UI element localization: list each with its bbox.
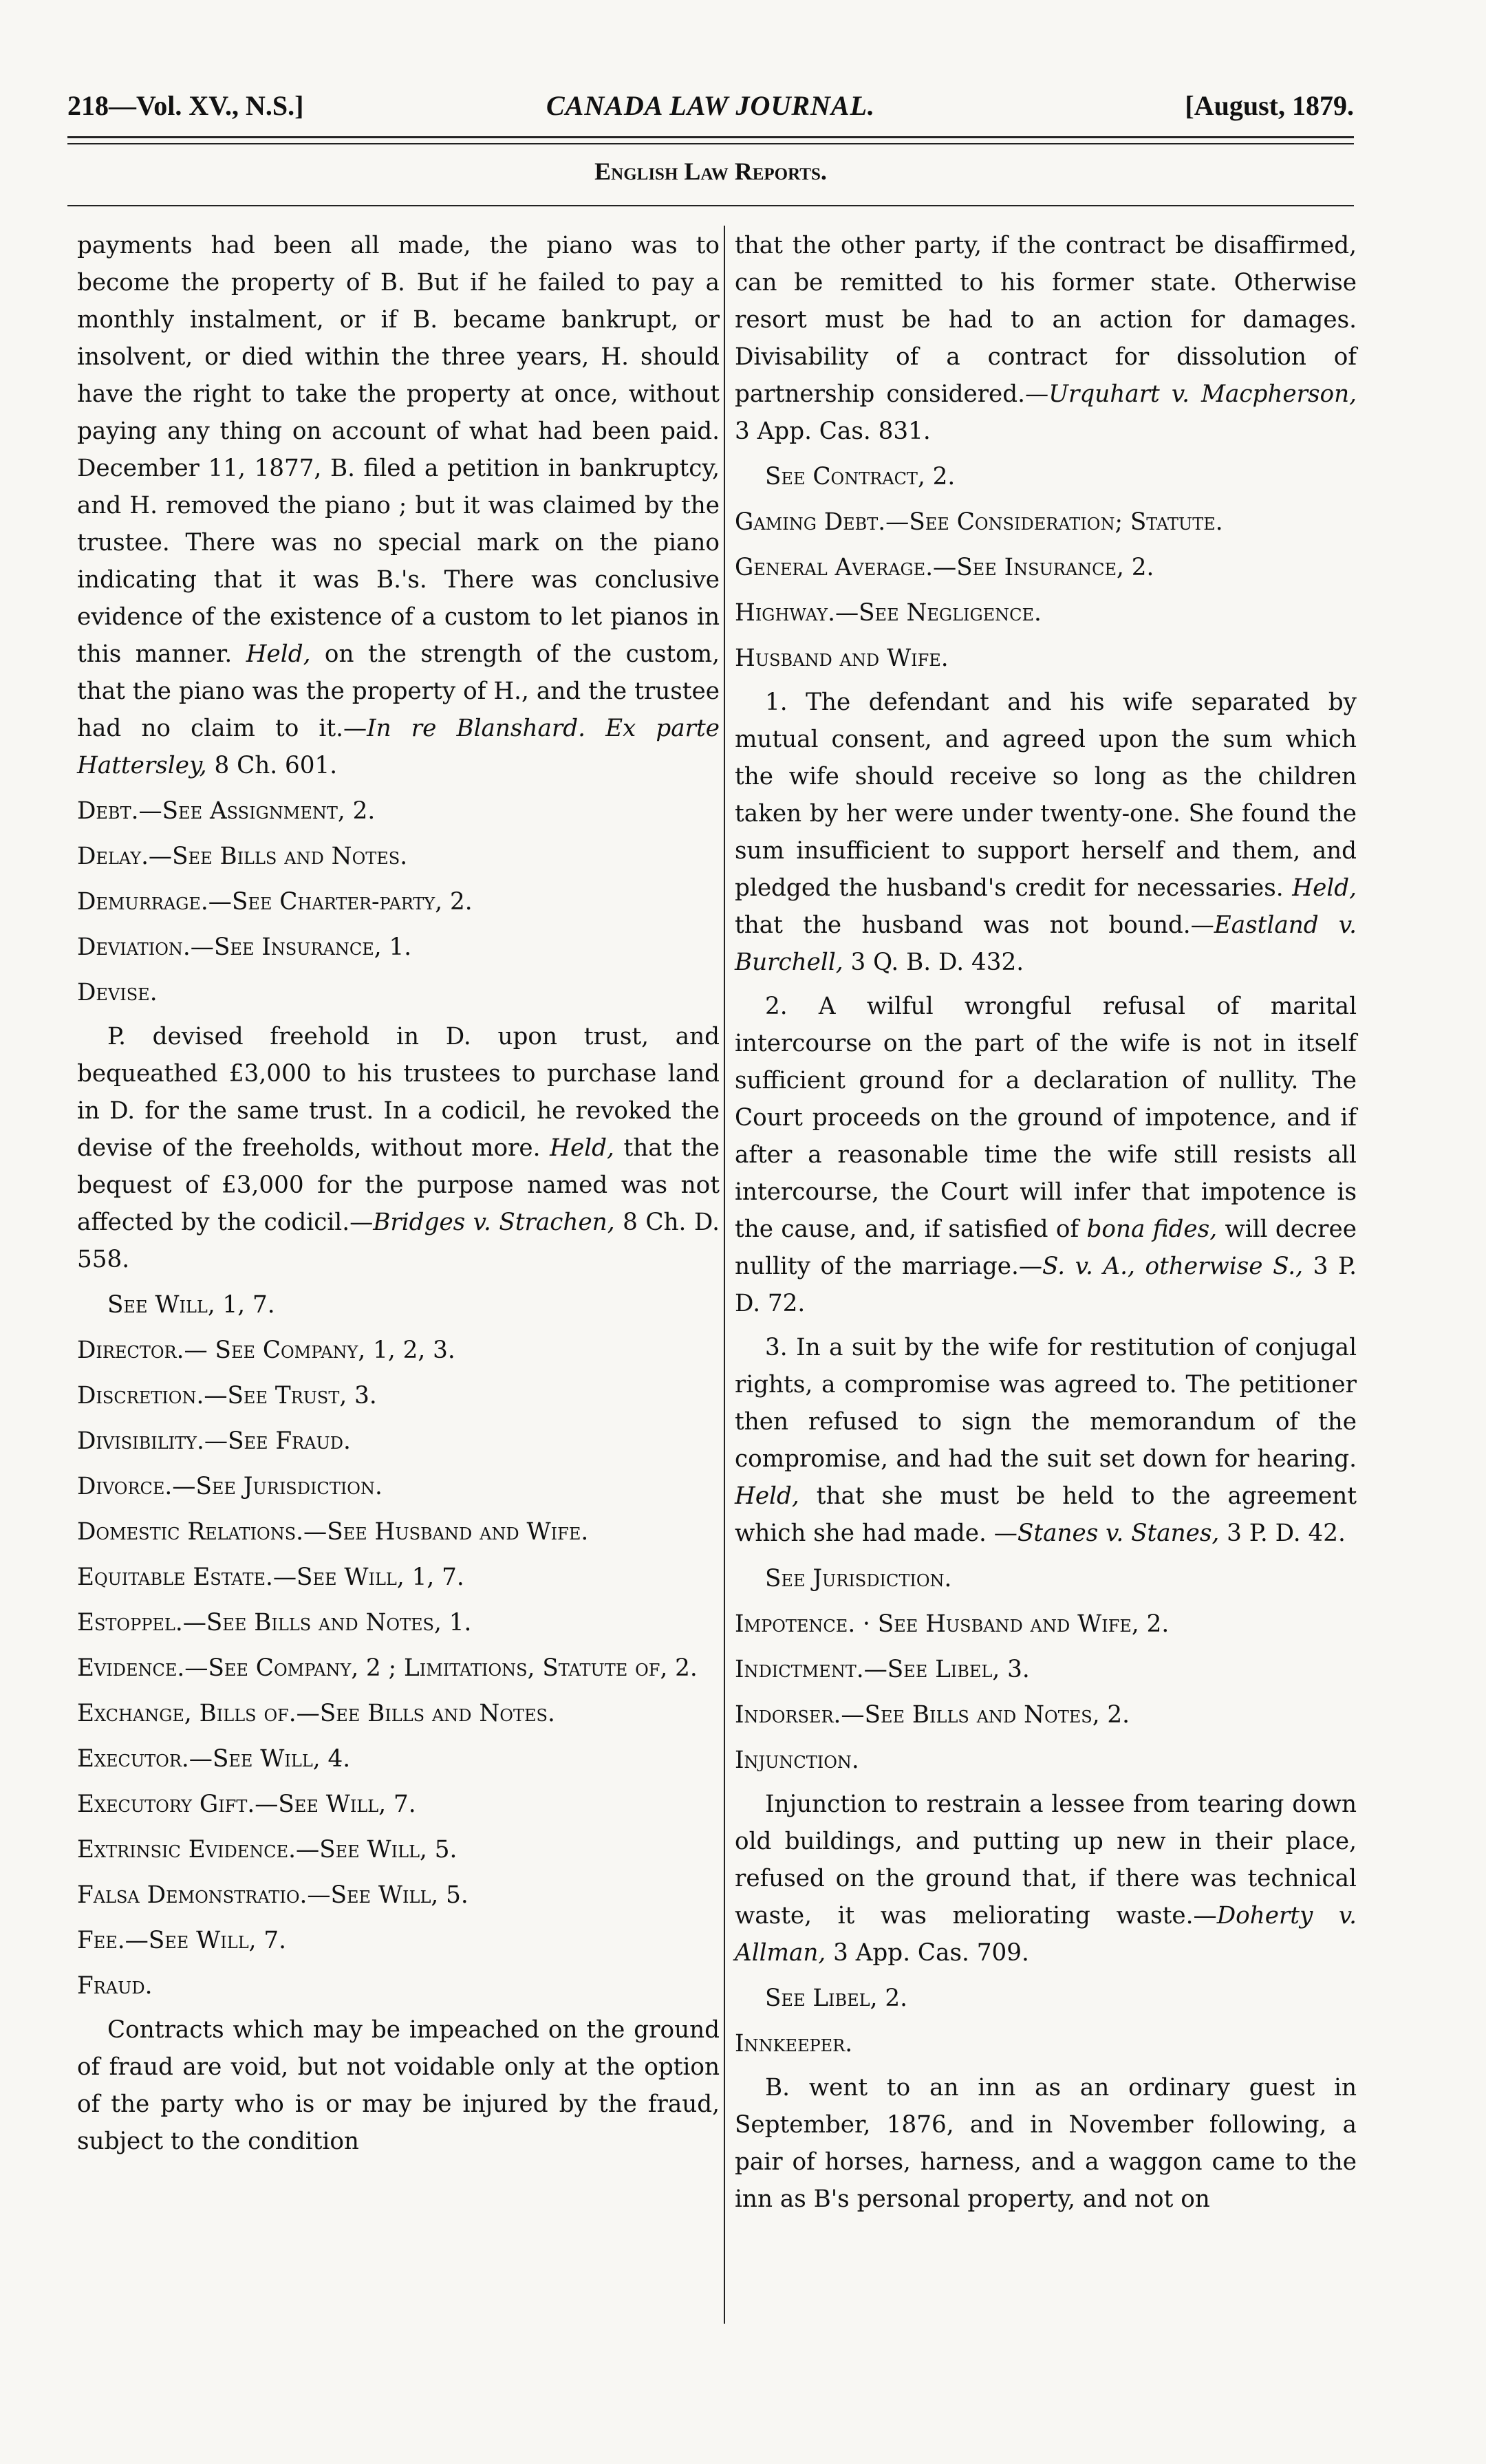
running-header	[67, 81, 1354, 122]
entry-evidence: Evidence.—See Company, 2 ; Limitations, Statute of, 2.	[77, 1654, 698, 1682]
section-rule	[67, 205, 1354, 206]
see-will: See Will, 1, 7.	[107, 1291, 275, 1319]
entry-estoppel: Estoppel.—See Bills and Notes, 1.	[77, 1609, 472, 1636]
entry-indorser: Indorser.—See Bills and Notes, 2.	[735, 1701, 1130, 1729]
entry-domestic-relations: Domestic Relations.—See Husband and Wife.	[77, 1518, 589, 1546]
column-divider	[724, 226, 725, 2324]
entry-falsa-demonstratio: Falsa Demonstratio.—See Will, 5.	[77, 1881, 469, 1909]
entry-debt: Debt.—See Assignment, 2.	[77, 797, 376, 825]
case-name: Bridges v. Strachen,	[373, 1209, 615, 1236]
entry-impotence: Impotence. · See Husband and Wife, 2.	[735, 1610, 1170, 1638]
entry-fee: Fee.—See Will, 7.	[77, 1927, 286, 1954]
left-column	[77, 227, 720, 2160]
entry-demurrage: Demurrage.—See Charter-party, 2.	[77, 888, 473, 916]
heading-fraud: Fraud.	[77, 1972, 153, 2000]
entry-executor: Executor.—See Will, 4.	[77, 1745, 351, 1773]
case-name: S. v. A., otherwise S.,	[1042, 1253, 1304, 1280]
entry-exchange: Exchange, Bills of.—See Bills and Notes.	[77, 1700, 555, 1727]
header-rule-top	[67, 136, 1354, 138]
entry-deviation: Deviation.—See Insurance, 1.	[77, 933, 412, 961]
entry-gaming-debt: Gaming Debt.—See Consideration; Statute.	[735, 508, 1223, 536]
page-reference: 218—Vol. XV., N.S.]	[67, 90, 304, 121]
heading-devise: Devise.	[77, 979, 158, 1006]
paragraph-husband-wife-2: 2. A wilful wrongful refusal of marital intercourse on the part of the wife is not in itself sufficient ground for a declaration of nullity. The Court proceeds on the ground of impotence, and if after a reasonable time the wife still resists all intercourse, the Court will infer that impotence is the cause, and, if satisfied of bona fides, will decree nullity of the marriage.—S. v. A., otherwise S., 3 P. D. 72.	[735, 993, 1357, 1317]
entry-highway: Highway.—See Negligence.	[735, 599, 1042, 627]
entry-divisibility: Divisibility.—See Fraud.	[77, 1427, 351, 1455]
see-jurisdiction: See Jurisdiction.	[765, 1565, 952, 1592]
entry-director: Director.— See Company, 1, 2, 3.	[77, 1337, 455, 1364]
paragraph-injunction: Injunction to restrain a lessee from tearing down old buildings, and putting up new in their place, refused on the ground that, if there was technical waste, it was meliorating waste.—Doherty v. Allman, 3 App. Cas. 709.	[735, 1791, 1357, 1967]
paragraph-husband-wife-3: 3. In a suit by the wife for restitution of conjugal rights, a compromise was agreed to. The petitioner then refused to sign the memorandum of the compromise, and had the suit set down for hearing. Held, that she must be held to the agreement which she had made. —Stanes v. Stanes, 3 P. D. 42.	[735, 1334, 1357, 1547]
entry-equitable-estate: Equitable Estate.—See Will, 1, 7.	[77, 1564, 464, 1591]
paragraph-innkeeper: B. went to an inn as an ordinary guest in September, 1876, and in November following, a pair of horses, harness, and a waggon came to the inn as B's personal property, and not on	[735, 2074, 1357, 2213]
entry-delay: Delay.—See Bills and Notes.	[77, 843, 408, 870]
issue-date: [August, 1879.	[1185, 90, 1354, 121]
right-column	[735, 227, 1357, 2218]
paragraph-piano-custom: payments had been all made, the piano was to become the property of B. But if he failed to pay a monthly instalment, or if B. became bankrupt, or insolvent, or died within the three years, H. should have the right to take the property at once, without paying any thing on account of what had been paid. December 11, 1877, B. filed a petition in bankruptcy, and H. removed the piano ; but it was claimed by the trustee. There was no special mark on the piano indicating that it was B.'s. There was conclusive evidence of the existence of a custom to let pianos in this manner. Held, on the strength of the custom, that the piano was the property of H., and the trustee had no claim to it.—In re Blanshard. Ex parte Hattersley, 8 Ch. 601.	[77, 232, 720, 779]
case-name: Doherty v. Allman,	[735, 1902, 1357, 1967]
heading-injunction: Injunction.	[735, 1747, 859, 1774]
heading-husband-and-wife: Husband and Wife.	[735, 645, 949, 672]
case-name: Eastland v. Burchell,	[735, 911, 1357, 976]
see-libel: See Libel, 2.	[765, 1985, 907, 2012]
case-name: In re Blanshard. Ex parte Hattersley,	[77, 715, 720, 779]
see-contract: See Contract, 2.	[765, 463, 956, 490]
case-name: Stanes v. Stanes,	[1017, 1520, 1220, 1547]
paragraph-devise: P. devised freehold in D. upon trust, and bequeathed £3,000 to his trustees to purchase land in D. for the same trust. In a codicil, he revoked the devise of the freeholds, without more. Held, that the bequest of £3,000 for the purpose named was not affected by the codicil.—Bridges v. Strachen, 8 Ch. D. 558.	[77, 1023, 720, 1273]
section-title: English Law Reports.	[594, 158, 827, 185]
entry-indictment: Indictment.—See Libel, 3.	[735, 1656, 1030, 1683]
entry-divorce: Divorce.—See Jurisdiction.	[77, 1473, 383, 1500]
paragraph-contract-continuation: that the other party, if the contract be disaffirmed, can be remitted to his former state. Otherwise resort must be had to an action for damages. Divisability of a contract for dissolution of partnership considered.—Urquhart v. Macpherson, 3 App. Cas. 831.	[735, 232, 1357, 445]
paragraph-fraud: Contracts which may be impeached on the ground of fraud are void, but not voidable only at the option of the party who is or may be injured by the fraud, subject to the condition	[77, 2016, 720, 2155]
entry-general-average: General Average.—See Insurance, 2.	[735, 554, 1154, 581]
entry-discretion: Discretion.—See Trust, 3.	[77, 1382, 377, 1409]
journal-title: CANADA LAW JOURNAL.	[546, 90, 876, 121]
entry-extrinsic-evidence: Extrinsic Evidence.—See Will, 5.	[77, 1836, 457, 1863]
entry-executory-gift: Executory Gift.—See Will, 7.	[77, 1791, 416, 1818]
paragraph-husband-wife-1: 1. The defendant and his wife separated by mutual consent, and agreed upon the sum which the wife should receive so long as the children taken by her were under twenty-one. She found the sum insufficient to support herself and them, and pledged the husband's credit for necessaries. Held, that the husband was not bound.—Eastland v. Burchell, 3 Q. B. D. 432.	[735, 689, 1357, 976]
header-rule-bottom	[67, 143, 1354, 144]
case-name: Urquhart v. Macpherson,	[1048, 380, 1357, 408]
heading-innkeeper: Innkeeper.	[735, 2030, 853, 2057]
